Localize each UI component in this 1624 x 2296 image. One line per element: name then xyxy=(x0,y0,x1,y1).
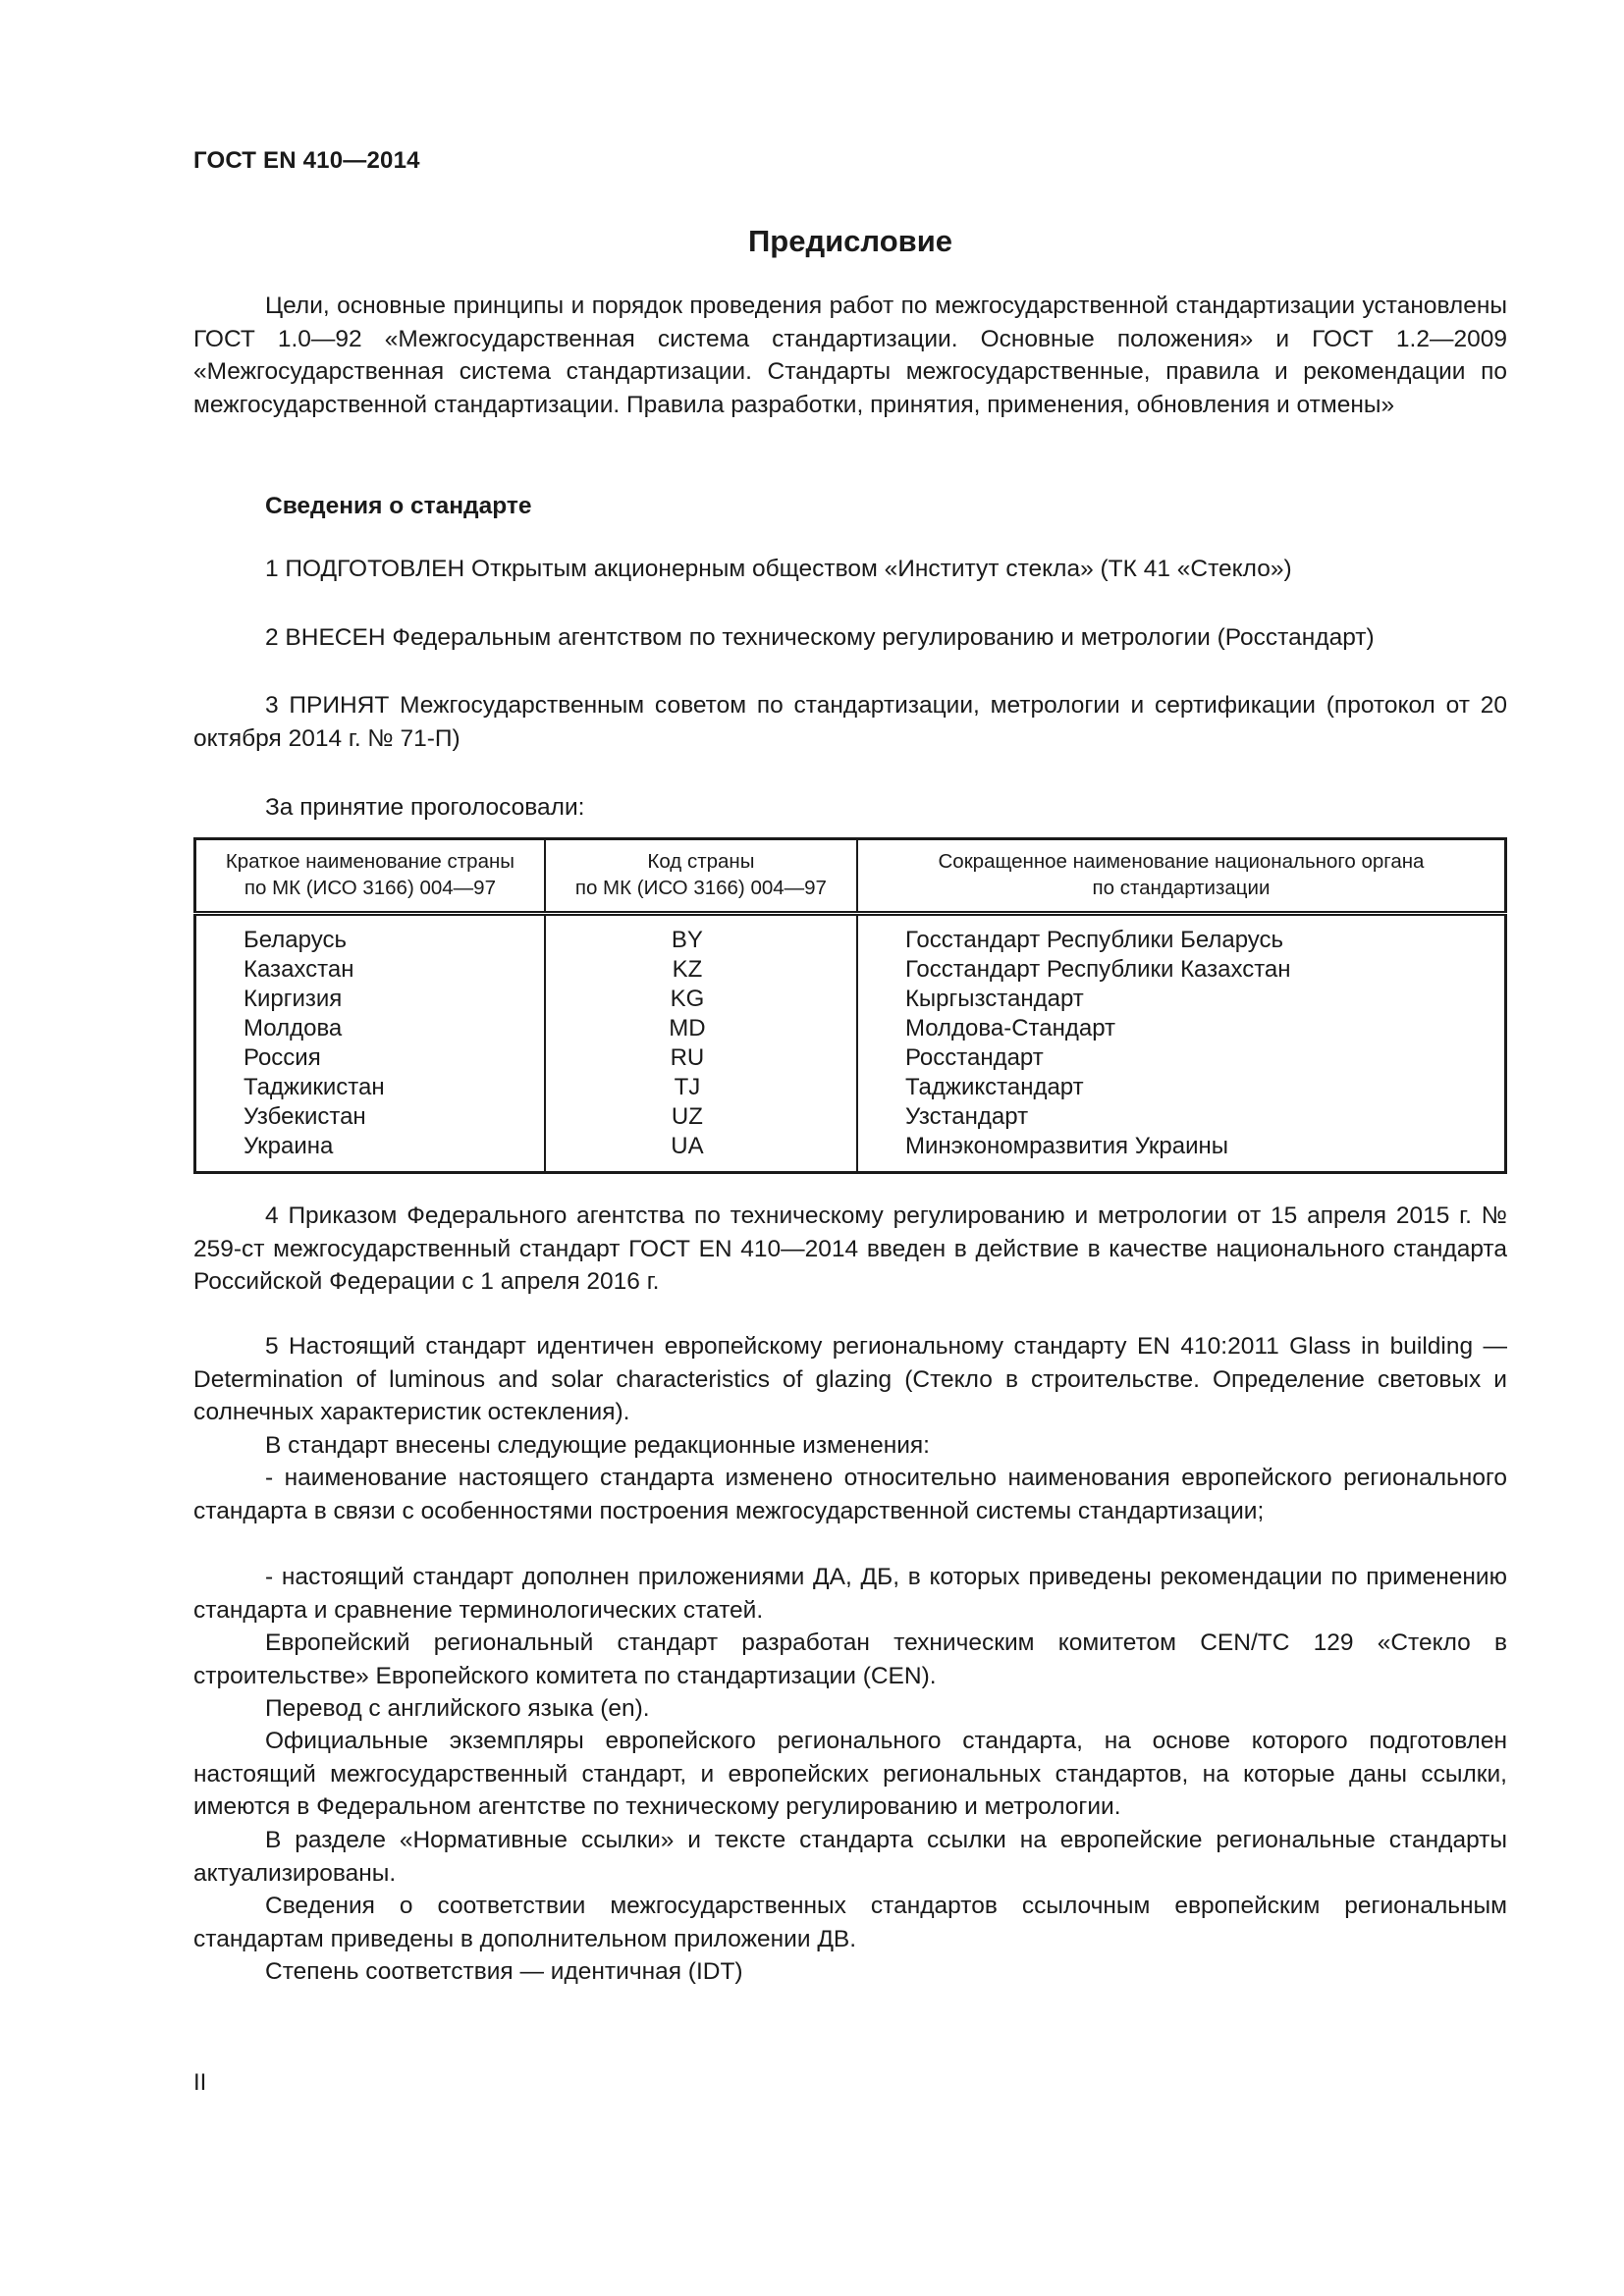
national-body-cell: Молдова-Стандарт xyxy=(857,1014,1506,1043)
intro-paragraph: Цели, основные принципы и порядок проведения работ по межгосударственной стандартизации установлены ГОСТ 1.0—92 «Межгосударственная система стандартизации. Основные положения» и ГОСТ 1.2—2009 «Межгосударственная система стандартизации. Стандарты межгосударственные, правила и рекомендации по межгосударственной стандартизации. Правила разработки, принятия, применения, обновления и отмены» xyxy=(193,293,1507,418)
item-5-official-copies: Официальные экземпляры европейского регионального стандарта, на основе которого подготовлен настоящий межгосударственный стандарт, и европейских региональных стандартов, на которые даны ссылки, имеются в Федеральном агентстве по техническому регулированию и метрологии. xyxy=(193,1728,1507,1820)
table-row xyxy=(195,914,1506,956)
table-row xyxy=(195,955,1506,985)
country-cell: Таджикистан xyxy=(244,1074,385,1100)
item-5-degree: Степень соответствия — идентичная (IDT) xyxy=(265,1958,743,1985)
country-cell: Россия xyxy=(244,1044,321,1071)
item-5-change-1: - наименование настоящего стандарта изменено относительно наименования европейского регионального стандарта в связи с особенностями построения межгосударственной системы стандартизации; xyxy=(193,1465,1507,1524)
code-cell: UA xyxy=(545,1132,857,1173)
item-5-references: В разделе «Нормативные ссылки» и тексте стандарта ссылки на европейские региональные стандарты актуализированы. xyxy=(193,1827,1507,1887)
item-2-submitted: 2 ВНЕСЕН Федеральным агентством по техническому регулированию и метрологии (Росстандарт) xyxy=(265,624,1375,651)
national-body-cell: Таджикстандарт xyxy=(857,1073,1506,1102)
national-body-cell: Кыргызстандарт xyxy=(857,985,1506,1014)
table-row xyxy=(195,1102,1506,1132)
code-cell: BY xyxy=(545,914,857,956)
item-4-order: 4 Приказом Федерального агентства по техническому регулированию и метрологии от 15 апреля 2015 г. № 259-ст межгосударственный стандарт ГОСТ EN 410—2014 введен в действие в качестве национального стандарта Российской Федерации с 1 апреля 2016 г. xyxy=(193,1202,1507,1295)
code-cell: KZ xyxy=(545,955,857,985)
national-body-cell: Минэкономразвития Украины xyxy=(857,1132,1506,1173)
table-row xyxy=(195,1014,1506,1043)
country-cell: Беларусь xyxy=(244,927,347,953)
item-5-identical: 5 Настоящий стандарт идентичен европейскому региональному стандарту EN 410:2011 Glass in building — Determination of luminous and solar characteristics of glazing (Стекло в строительстве. Определение световых и солнечных характеристик остекления). xyxy=(193,1333,1507,1425)
item-5-cen: Европейский региональный стандарт разработан техническим комитетом CEN/TC 129 «Стекло в строительстве» Европейского комитета по стандартизации (CEN). xyxy=(193,1629,1507,1689)
country-cell: Киргизия xyxy=(244,986,343,1012)
table-row xyxy=(195,1073,1506,1102)
table-row xyxy=(195,1132,1506,1173)
country-cell: Украина xyxy=(244,1133,334,1159)
item-5-change-2: - настоящий стандарт дополнен приложениями ДА, ДБ, в которых приведены рекомендации по применению стандарта и сравнение терминологических статей. xyxy=(193,1564,1507,1624)
votes-intro: За принятие проголосовали: xyxy=(265,794,585,821)
table-header-row xyxy=(195,839,1506,914)
country-cell: Узбекистан xyxy=(244,1103,366,1130)
table-row xyxy=(195,985,1506,1014)
column-header-code: Код страны по МК (ИСО 3166) 004—97 xyxy=(545,839,857,914)
info-heading: Сведения о стандарте xyxy=(265,493,532,519)
country-cell: Молдова xyxy=(244,1015,343,1041)
code-cell: UZ xyxy=(545,1102,857,1132)
code-cell: RU xyxy=(545,1043,857,1073)
table-row xyxy=(195,1043,1506,1073)
code-cell: MD xyxy=(545,1014,857,1043)
country-cell: Казахстан xyxy=(244,956,354,983)
item-5-compliance: Сведения о соответствии межгосударственных стандартов ссылочным европейским региональным стандартам приведены в дополнительном приложении ДВ. xyxy=(193,1893,1507,1952)
code-cell: TJ xyxy=(545,1073,857,1102)
national-body-cell: Госстандарт Республики Беларусь xyxy=(857,914,1506,956)
item-5-changes-intro: В стандарт внесены следующие редакционные изменения: xyxy=(265,1432,930,1459)
item-1-prepared: 1 ПОДГОТОВЛЕН Открытым акционерным обществом «Институт стекла» (ТК 41 «Стекло») xyxy=(265,556,1292,582)
item-3-adopted: 3 ПРИНЯТ Межгосударственным советом по стандартизации, метрологии и сертификации (протокол от 20 октября 2014 г. № 71-П) xyxy=(193,692,1507,752)
national-body-cell: Узстандарт xyxy=(857,1102,1506,1132)
votes-table xyxy=(193,837,1507,1174)
item-5-translation: Перевод с английского языка (en). xyxy=(265,1695,650,1722)
national-body-cell: Госстандарт Республики Казахстан xyxy=(857,955,1506,985)
column-header-country: Краткое наименование страны по МК (ИСО 3166) 004—97 xyxy=(195,839,545,914)
column-header-national-body: Сокращенное наименование национального органа по стандартизации xyxy=(857,839,1506,914)
code-cell: KG xyxy=(545,985,857,1014)
page-number: II xyxy=(193,2069,207,2096)
page-title: Предисловие xyxy=(747,224,952,258)
document-code: ГОСТ EN 410—2014 xyxy=(193,147,420,174)
national-body-cell: Росстандарт xyxy=(857,1043,1506,1073)
